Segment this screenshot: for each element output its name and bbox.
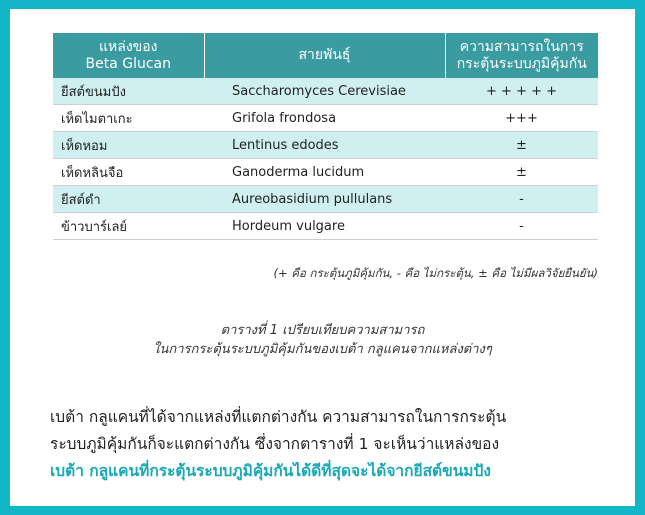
paragraph-line2: ระบบภูมิคุ้มกันก็จะแตกต่างกัน ซึ่งจากตารางที่ 1 จะเห็นว่าแหล่งของ <box>50 435 500 453</box>
table-legend-note: (+ คือ กระตุ้นภูมิคุ้มกัน, - คือ ไม่กระตุ้น, ± คือ ไม่มีผลวิจัยยืนยัน) <box>273 266 598 280</box>
table-row <box>53 159 598 186</box>
caption-line2: ในการกระตุ้นระบบภูมิคุ้มกันของเบต้า กลูแคนจากแหล่งต่างๆ <box>153 342 492 357</box>
cell-level: ± <box>445 159 598 186</box>
cell-strain: Aureobasidium pullulans <box>204 186 445 213</box>
header-source <box>53 33 204 78</box>
beta-glucan-comparison-table <box>53 33 598 240</box>
cell-level: +++ <box>445 105 598 132</box>
header-source-line2: Beta Glucan <box>85 55 171 72</box>
cell-level: + + + + + <box>445 78 598 105</box>
header-source-line1: แหล่งของ <box>99 38 158 55</box>
table-row <box>53 186 598 213</box>
header-immune-ability <box>445 33 598 78</box>
cell-strain: Lentinus edodes <box>204 132 445 159</box>
table-row <box>53 105 598 132</box>
paragraph-highlight: เบต้า กลูแคนที่กระตุ้นระบบภูมิคุ้มกันได้ดีที่สุดจะได้จากยีสต์ขนมปัง <box>50 462 491 480</box>
table-row <box>53 213 598 240</box>
cell-source: ยีสต์ขนมปัง <box>53 78 204 105</box>
header-ability-line1: ความสามารถในการ <box>459 38 584 55</box>
header-strain-line1: สายพันธุ์ <box>298 47 351 63</box>
table-header-row <box>53 33 598 78</box>
table-caption <box>10 321 635 359</box>
cell-source: ข้าวบาร์เลย์ <box>53 213 204 240</box>
body-paragraph <box>50 404 610 485</box>
content-card <box>10 9 635 506</box>
cell-source: ยีสต์ดำ <box>53 186 204 213</box>
cell-level: ± <box>445 132 598 159</box>
cell-strain: Grifola frondosa <box>204 105 445 132</box>
cell-strain: Ganoderma lucidum <box>204 159 445 186</box>
cell-level: - <box>445 186 598 213</box>
table-row <box>53 132 598 159</box>
caption-line1: ตารางที่ 1 เปรียบเทียบความสามารถ <box>220 323 425 338</box>
cell-strain: Saccharomyces Cerevisiae <box>204 78 445 105</box>
cell-source: เห็ดหลินจือ <box>53 159 204 186</box>
header-ability-line2: กระตุ้นระบบภูมิคุ้มกัน <box>456 55 587 72</box>
cell-level: - <box>445 213 598 240</box>
paragraph-line1: เบต้า กลูแคนที่ได้จากแหล่งที่แตกต่างกัน ความสามารถในการกระตุ้น <box>50 408 507 426</box>
table-row <box>53 78 598 105</box>
header-strain <box>204 33 445 78</box>
cell-strain: Hordeum vulgare <box>204 213 445 240</box>
cell-source: เห็ดหอม <box>53 132 204 159</box>
cell-source: เห็ดไมตาเกะ <box>53 105 204 132</box>
